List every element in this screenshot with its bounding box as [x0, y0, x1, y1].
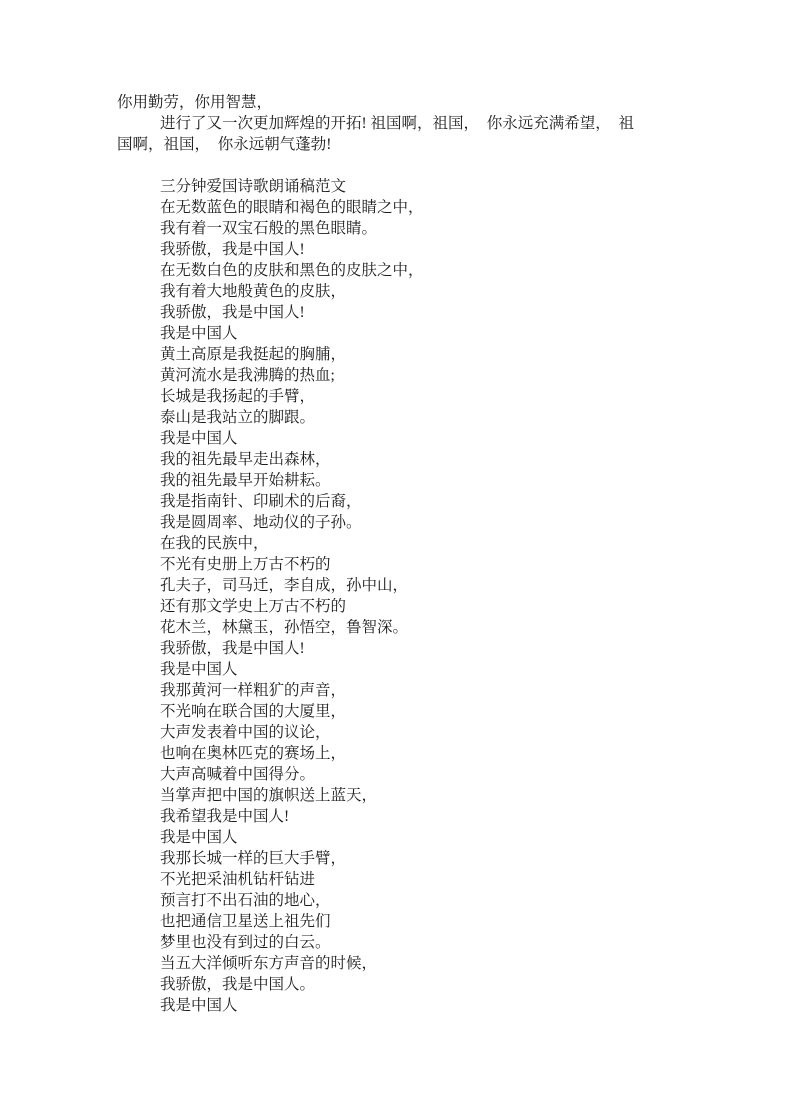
text-line: 进行了又一次更加辉煌的开拓! 祖国啊，祖国， 你永远充满希望， 祖 [160, 115, 635, 132]
text-line: 我的祖先最早开始耕耘。 [160, 472, 331, 489]
text-line: 我是圆周率、地动仪的子孙。 [160, 514, 362, 531]
text-line: 也响在奥林匹克的赛场上， [160, 745, 347, 762]
text-line: 我那黄河一样粗犷的声音， [160, 682, 347, 699]
text-line: 在无数白色的皮肤和黑色的皮肤之中， [160, 262, 424, 279]
text-line: 我是中国人 [160, 661, 238, 678]
text-line: 我是中国人 [160, 325, 238, 342]
text-line: 还有那文学史上万古不朽的 [160, 598, 347, 615]
text-line: 三分钟爱国诗歌朗诵稿范文 [160, 178, 347, 195]
text-line: 我希望我是中国人! [160, 808, 290, 825]
text-line: 我骄傲，我是中国人! [160, 304, 305, 321]
text-line: 我是指南针、印刷术的后裔， [160, 493, 362, 510]
document-page [117, 92, 677, 1016]
text-line: 也把通信卫星送上祖先们 [160, 913, 331, 930]
text-line: 我的祖先最早走出森林， [160, 451, 331, 468]
text-line: 大声高喊着中国得分。 [160, 766, 316, 783]
text-line: 长城是我扬起的手臂， [160, 388, 316, 405]
text-line: 预言打不出石油的地心， [160, 892, 331, 909]
text-line: 黄河流水是我沸腾的热血; [160, 367, 335, 384]
text-line: 不光把采油机钻杆钻进 [160, 871, 316, 888]
text-line: 我是中国人 [160, 829, 238, 846]
text-line: 在无数蓝色的眼睛和褐色的眼睛之中， [160, 199, 424, 216]
text-line: 我骄傲，我是中国人! [160, 640, 305, 657]
text-line: 当掌声把中国的旗帜送上蓝天， [160, 787, 378, 804]
text-line: 我那长城一样的巨大手臂， [160, 850, 347, 867]
text-line: 不光响在联合国的大厦里， [160, 703, 347, 720]
text-line: 梦里也没有到过的白云。 [160, 934, 331, 951]
text-line: 大声发表着中国的议论， [160, 724, 331, 741]
text-line: 我骄傲，我是中国人。 [160, 976, 316, 993]
text-line: 花木兰，林黛玉，孙悟空，鲁智深。 [160, 619, 409, 636]
text-line: 黄土高原是我挺起的胸脯， [160, 346, 347, 363]
text-line [117, 155, 677, 176]
text-line: 我有着大地般黄色的皮肤， [160, 283, 347, 300]
text-line: 不光有史册上万古不朽的 [160, 556, 331, 573]
text-line: 我是中国人 [160, 997, 238, 1014]
text-line: 我是中国人 [160, 430, 238, 447]
text-line: 国啊，祖国， 你永远朝气蓬勃! [117, 136, 332, 153]
text-line: 当五大洋倾听东方声音的时候， [160, 955, 378, 972]
text-line: 孔夫子，司马迁，李自成，孙中山， [160, 577, 409, 594]
text-line: 我有着一双宝石般的黑色眼睛。 [160, 220, 378, 237]
text-line: 在我的民族中， [160, 535, 269, 552]
text-line: 我骄傲，我是中国人! [160, 241, 305, 258]
text-line: 泰山是我站立的脚跟。 [160, 409, 316, 426]
text-line: 你用勤劳，你用智慧， [117, 94, 273, 111]
